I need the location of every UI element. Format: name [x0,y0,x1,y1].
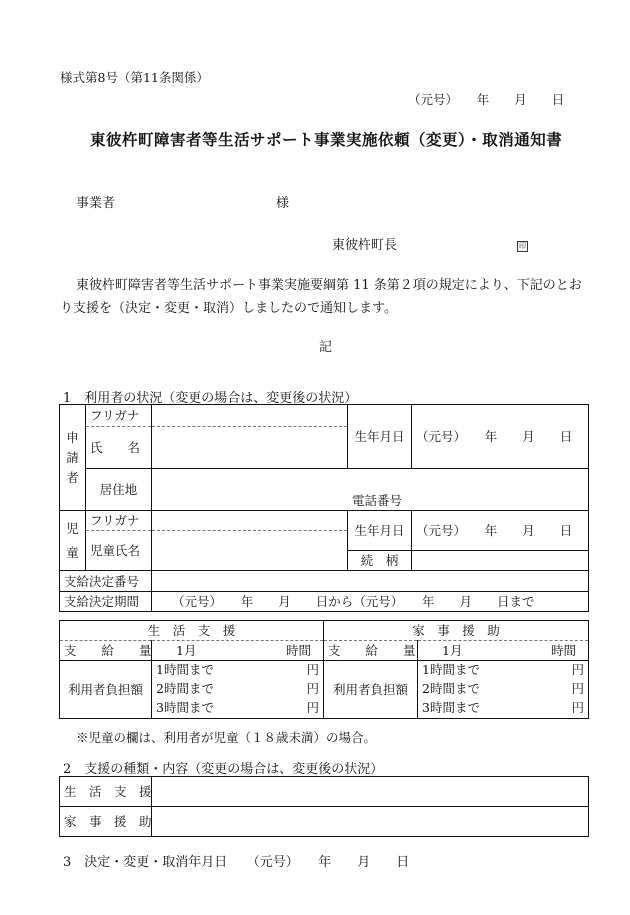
child-birth-value[interactable]: （元号） 年 月 日 [412,511,589,551]
child-name-label: 児童氏名 [86,531,152,571]
seal-mark: 印 [519,242,526,250]
life-amount-value[interactable]: 1月 時間 [152,641,324,661]
furigana-value[interactable] [152,405,348,427]
section-1-heading: 1 利用者の状況（変更の場合は、変更後の状況） [63,391,358,406]
name-label: 氏 名 [86,427,152,469]
relation-label: 続 柄 [348,551,412,571]
life-support-header: 生 活 支 援 [60,621,324,641]
support-amount-table [59,620,589,719]
type-house-support-value[interactable] [152,807,589,837]
phone-label: 電話番号 [352,493,403,508]
address-value[interactable] [152,469,589,511]
child-label: 児 童 [60,511,86,571]
house-burden-value[interactable]: 1時間まで 円 2時間まで 円 3時間まで 円 [418,661,589,719]
issue-date: （元号） 年 月 日 [408,92,565,107]
ki-mark: 記 [319,340,333,355]
life-burden-value[interactable]: 1時間まで 円 2時間まで 円 3時間まで 円 [152,661,324,719]
decision-period-label: 支給決定期間 [60,592,152,612]
body-text-line1: 東彼杵町障害者等生活サポート事業実施要綱第 11 条第２項の規定により、下記のとお [76,278,582,293]
section-3-heading: 3 決定・変更・取消年月日 （元号） 年 月 日 [63,855,410,870]
document-title: 東彼杵町障害者等生活サポート事業実施依頼（変更）・取消通知書 [90,130,563,149]
body-text-line2: り支援を（決定・変更・取消）しましたので通知します。 [60,301,397,316]
issuer: 東彼杵町長 [332,238,398,253]
decision-no-value[interactable] [152,571,589,592]
addressee-honorific: 様 [276,196,290,211]
name-value[interactable] [152,427,348,469]
life-burden-label: 利用者負担額 [60,661,152,719]
relation-value[interactable] [412,551,589,571]
support-type-table [59,776,589,837]
decision-no-label: 支給決定番号 [60,571,152,592]
applicant-label: 申 請 者 [60,405,86,511]
furigana-label: フリガナ [86,405,152,427]
child-note: ※児童の欄は、利用者が児童（１８歳未満）の場合。 [76,730,377,745]
address-label: 居住地 [86,469,152,511]
house-burden-label: 利用者負担額 [324,661,418,719]
house-support-header: 家 事 援 助 [324,621,589,641]
seal-icon [517,236,528,255]
child-name-value[interactable] [152,531,348,571]
life-amount-label: 支 給 量 [60,641,152,661]
type-house-support-label: 家 事 援 助 [60,807,152,837]
child-furigana-value[interactable] [152,511,348,531]
type-life-support-label: 生 活 支 援 [60,777,152,807]
child-furigana-label: フリガナ [86,511,152,531]
decision-period-value[interactable]: （元号） 年 月 日から（元号） 年 月 日まで [152,592,589,612]
birth-value[interactable]: （元号） 年 月 日 [412,405,589,469]
form-number: 様式第8号（第11条関係） [60,70,209,85]
child-birth-label: 生年月日 [348,511,412,551]
birth-label: 生年月日 [348,405,412,469]
type-life-support-value[interactable] [152,777,589,807]
house-amount-label: 支 給 量 [324,641,418,661]
house-amount-value[interactable]: 1月 時間 [418,641,589,661]
user-status-table [59,404,589,612]
addressee-label: 事業者 [76,196,116,211]
section-2-heading: 2 支援の種類・内容（変更の場合は、変更後の状況） [63,762,384,777]
